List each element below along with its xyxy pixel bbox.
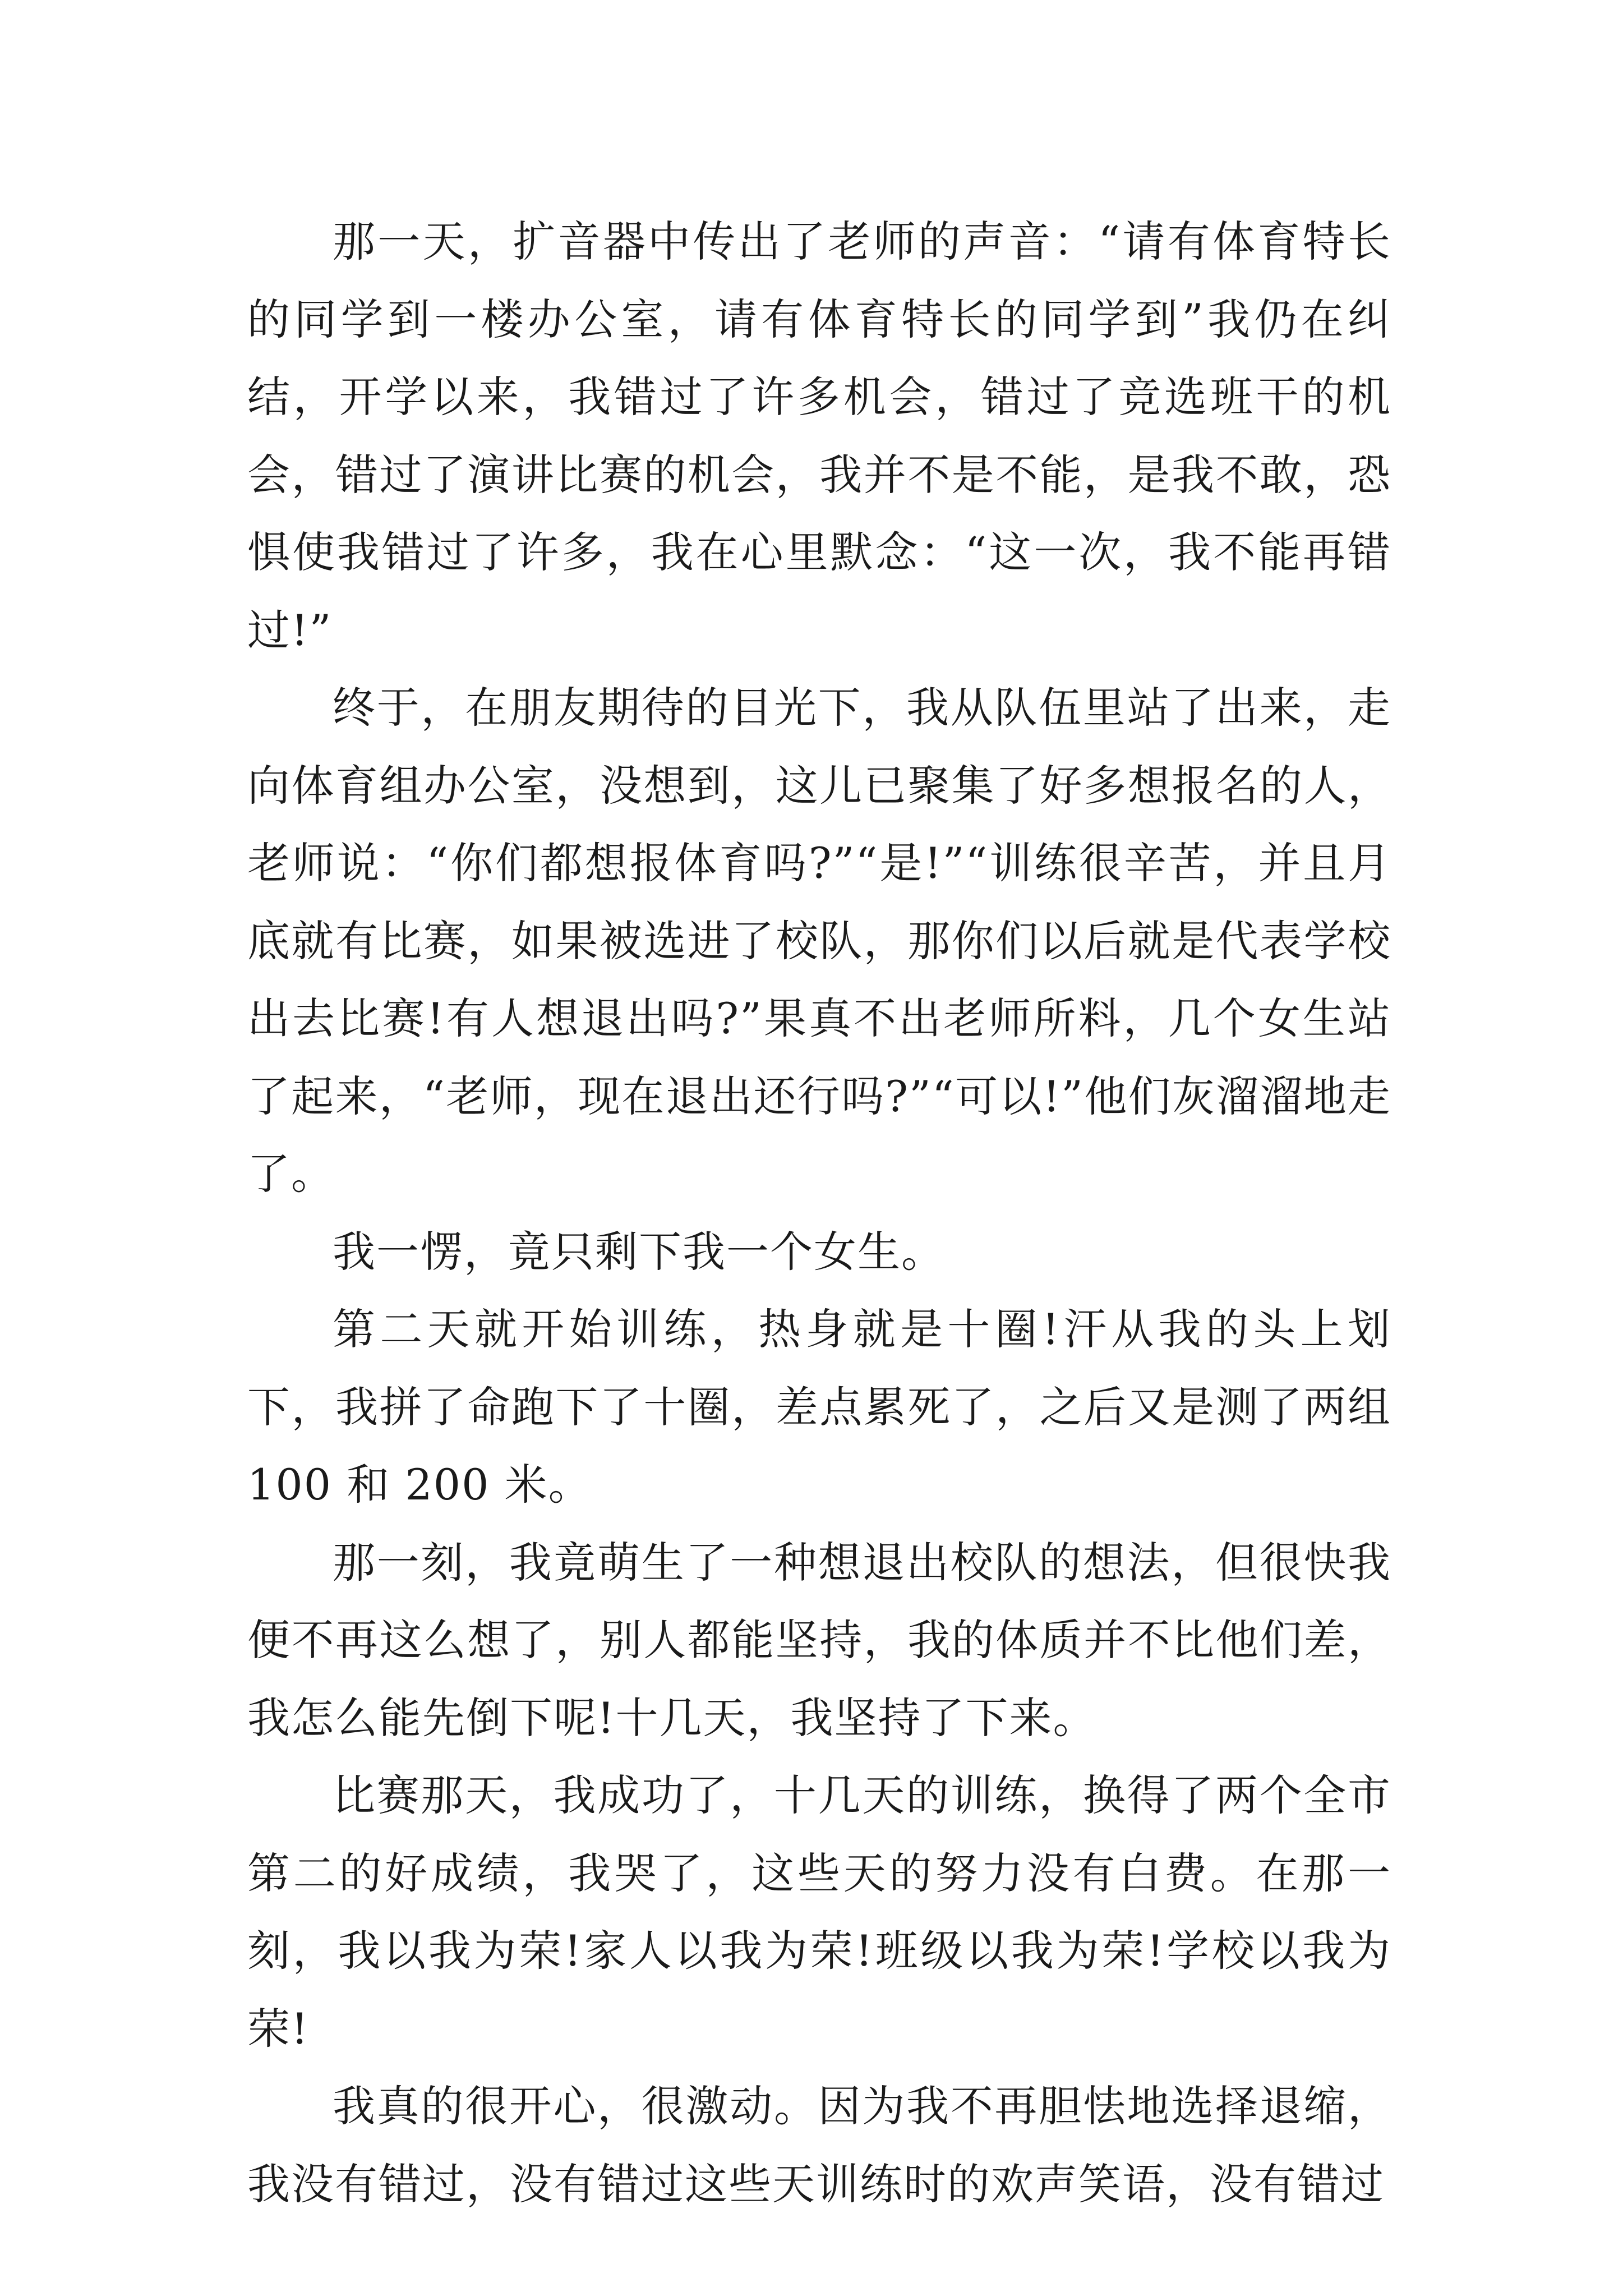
paragraph: 比赛那天，我成功了，十几天的训练，换得了两个全市第二的好成绩，我哭了，这些天的努力没有白费。在那一刻，我以我为荣!家人以我为荣!班级以我为荣!学校以我为荣! — [247, 1770, 1391, 2054]
paragraph: 第二天就开始训练，热身就是十圈!汗从我的头上划下，我拼了命跑下了十圈，差点累死了，之后又是测了两组 100 和 200 米。 — [247, 1304, 1391, 1510]
document-body — [247, 203, 1391, 2223]
paragraph: 那一天，扩音器中传出了老师的声音：“请有体育特长的同学到一楼办公室，请有体育特长的同学到”我仍在纠结，开学以来，我错过了许多机会，错过了竞选班干的机会，错过了演讲比赛的机会，我并不是不能，是我不敢，恐惧使我错过了许多，我在心里默念：“这一次，我不能再错过!” — [247, 217, 1391, 655]
paragraph: 我一愣，竟只剩下我一个女生。 — [333, 1226, 945, 1277]
paragraph: 我真的很开心，很激动。因为我不再胆怯地选择退缩，我没有错过，没有错过这些天训练时的欢声笑语，没有错过 — [247, 2081, 1391, 2209]
paragraph: 那一刻，我竟萌生了一种想退出校队的想法，但很快我便不再这么想了，别人都能坚持，我的体质并不比他们差，我怎么能先倒下呢!十几天，我坚持了下来。 — [247, 1537, 1391, 1743]
paragraph: 终于，在朋友期待的目光下，我从队伍里站了出来，走向体育组办公室，没想到，这儿已聚集了好多想报名的人，老师说：“你们都想报体育吗?”“是!”“训练很辛苦，并且月底就有比赛，如果被选进了校队，那你们以后就是代表学校出去比赛!有人想退出吗?”果真不出老师所料，几个女生站了起来，“老师，现在退出还行吗?”“可以!”他们灰溜溜地走了。 — [247, 683, 1391, 1199]
